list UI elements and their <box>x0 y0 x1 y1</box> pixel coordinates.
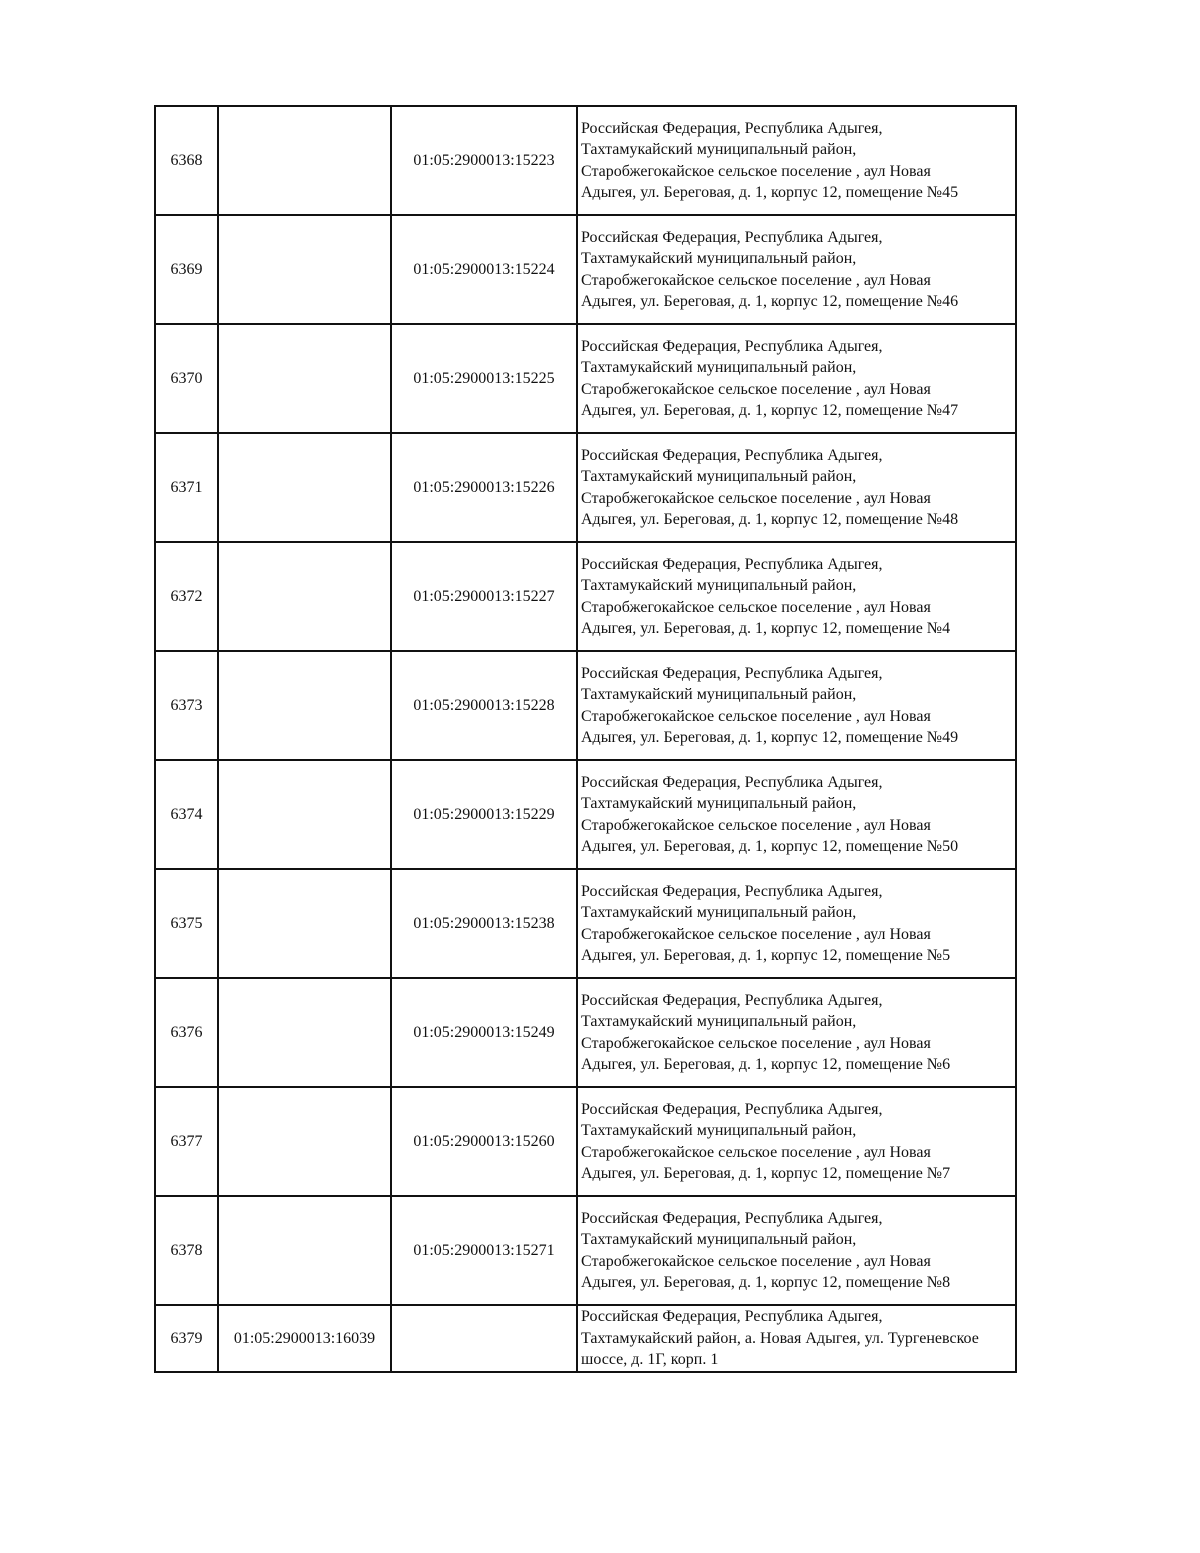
cadastral-object-cell: 01:05:2900013:15249 <box>391 978 577 1087</box>
cadastral-object-cell: 01:05:2900013:15225 <box>391 324 577 433</box>
address-cell: Российская Федерация, Республика Адыгея, Тахтамукайский район, а. Новая Адыгея, ул. Тургеневское шоссе, д. 1Г, корп. 1 <box>577 1305 1016 1372</box>
address-cell: Российская Федерация, Республика Адыгея, Тахтамукайский муниципальный район, Старобжегокайское сельское поселение , аул Новая Адыгея, ул. Береговая, д. 1, корпус 12, помещение №6 <box>577 978 1016 1087</box>
cadastral-object-cell: 01:05:2900013:15260 <box>391 1087 577 1196</box>
cadastral-object-cell: 01:05:2900013:15226 <box>391 433 577 542</box>
cadastral-object-cell: 01:05:2900013:15271 <box>391 1196 577 1305</box>
address-cell: Российская Федерация, Республика Адыгея, Тахтамукайский муниципальный район, Старобжегокайское сельское поселение , аул Новая Адыгея, ул. Береговая, д. 1, корпус 12, помещение №5 <box>577 869 1016 978</box>
cadastral-land-cell <box>218 1196 391 1305</box>
address-cell: Российская Федерация, Республика Адыгея, Тахтамукайский муниципальный район, Старобжегокайское сельское поселение , аул Новая Адыгея, ул. Береговая, д. 1, корпус 12, помещение №48 <box>577 433 1016 542</box>
cadastral-land-cell <box>218 760 391 869</box>
cadastral-land-cell <box>218 106 391 215</box>
table-row <box>155 869 1016 978</box>
table-row <box>155 433 1016 542</box>
cadastral-land-cell <box>218 978 391 1087</box>
row-number: 6370 <box>155 324 218 433</box>
row-number: 6368 <box>155 106 218 215</box>
cadastral-land-cell: 01:05:2900013:16039 <box>218 1305 391 1372</box>
table-row <box>155 760 1016 869</box>
cadastral-object-cell: 01:05:2900013:15228 <box>391 651 577 760</box>
cadastral-land-cell <box>218 215 391 324</box>
table-row <box>155 1305 1016 1372</box>
cadastral-land-cell <box>218 542 391 651</box>
row-number: 6375 <box>155 869 218 978</box>
cadastral-object-cell: 01:05:2900013:15238 <box>391 869 577 978</box>
row-number: 6373 <box>155 651 218 760</box>
table-row <box>155 1087 1016 1196</box>
cadastral-land-cell <box>218 433 391 542</box>
property-table-body <box>155 106 1016 1372</box>
row-number: 6376 <box>155 978 218 1087</box>
row-number: 6377 <box>155 1087 218 1196</box>
row-number: 6369 <box>155 215 218 324</box>
cadastral-land-cell <box>218 1087 391 1196</box>
address-cell: Российская Федерация, Республика Адыгея, Тахтамукайский муниципальный район, Старобжегокайское сельское поселение , аул Новая Адыгея, ул. Береговая, д. 1, корпус 12, помещение №45 <box>577 106 1016 215</box>
table-row <box>155 978 1016 1087</box>
address-cell: Российская Федерация, Республика Адыгея, Тахтамукайский муниципальный район, Старобжегокайское сельское поселение , аул Новая Адыгея, ул. Береговая, д. 1, корпус 12, помещение №4 <box>577 542 1016 651</box>
cadastral-land-cell <box>218 651 391 760</box>
address-cell: Российская Федерация, Республика Адыгея, Тахтамукайский муниципальный район, Старобжегокайское сельское поселение , аул Новая Адыгея, ул. Береговая, д. 1, корпус 12, помещение №8 <box>577 1196 1016 1305</box>
table-row <box>155 324 1016 433</box>
address-cell: Российская Федерация, Республика Адыгея, Тахтамукайский муниципальный район, Старобжегокайское сельское поселение , аул Новая Адыгея, ул. Береговая, д. 1, корпус 12, помещение №46 <box>577 215 1016 324</box>
address-cell: Российская Федерация, Республика Адыгея, Тахтамукайский муниципальный район, Старобжегокайское сельское поселение , аул Новая Адыгея, ул. Береговая, д. 1, корпус 12, помещение №50 <box>577 760 1016 869</box>
address-cell: Российская Федерация, Республика Адыгея, Тахтамукайский муниципальный район, Старобжегокайское сельское поселение , аул Новая Адыгея, ул. Береговая, д. 1, корпус 12, помещение №7 <box>577 1087 1016 1196</box>
table-row <box>155 1196 1016 1305</box>
cadastral-object-cell: 01:05:2900013:15229 <box>391 760 577 869</box>
table-row <box>155 215 1016 324</box>
cadastral-object-cell <box>391 1305 577 1372</box>
cadastral-object-cell: 01:05:2900013:15224 <box>391 215 577 324</box>
table-row <box>155 651 1016 760</box>
row-number: 6374 <box>155 760 218 869</box>
row-number: 6378 <box>155 1196 218 1305</box>
cadastral-object-cell: 01:05:2900013:15227 <box>391 542 577 651</box>
cadastral-land-cell <box>218 869 391 978</box>
table-row <box>155 542 1016 651</box>
cadastral-land-cell <box>218 324 391 433</box>
property-table <box>154 105 1017 1373</box>
address-cell: Российская Федерация, Республика Адыгея, Тахтамукайский муниципальный район, Старобжегокайское сельское поселение , аул Новая Адыгея, ул. Береговая, д. 1, корпус 12, помещение №47 <box>577 324 1016 433</box>
row-number: 6371 <box>155 433 218 542</box>
table-row <box>155 106 1016 215</box>
row-number: 6372 <box>155 542 218 651</box>
row-number: 6379 <box>155 1305 218 1372</box>
address-cell: Российская Федерация, Республика Адыгея, Тахтамукайский муниципальный район, Старобжегокайское сельское поселение , аул Новая Адыгея, ул. Береговая, д. 1, корпус 12, помещение №49 <box>577 651 1016 760</box>
cadastral-object-cell: 01:05:2900013:15223 <box>391 106 577 215</box>
